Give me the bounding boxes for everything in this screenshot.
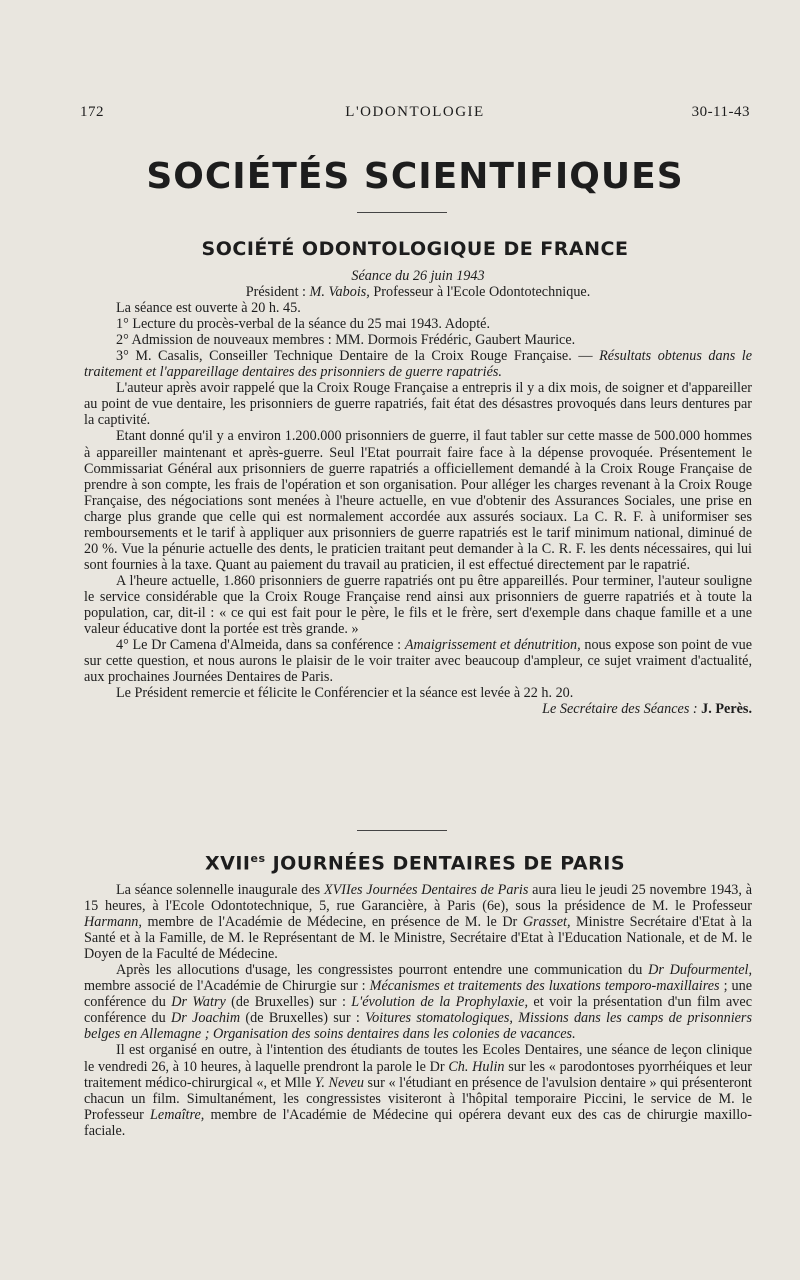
- paragraph: La séance solennelle inaugurale des XVIIes Journées Dentaires de Paris aura lieu le jeudi 25 novembre 1943, à 15 heures, à l'Ecole Odontotechnique, 5, rue Garancière, à Paris (6e), sous la présidence de M. le Professeur Harmann, membre de l'Académie de Médecine, en présence de M. le Dr Grasset, Ministre Secrétaire d'Etat à la Santé et à la Famille, de M. le Représentant de M. le Ministre, Secrétaire d'Etat à l'Education Nationale, et de M. le Doyen de la Faculté de Médecine.: [84, 882, 752, 963]
- divider: [357, 212, 447, 213]
- paragraph: Après les allocutions d'usage, les congressistes pourront entendre une communication du Dr Dufourmentel, membre associé de l'Académie de Chirurgie sur : Mécanismes et traitements des luxations temporo-maxillaires ; une conférence du Dr Watry (de Bruxelles) sur : L'évolution de la Prophylaxie, et voir la présentation d'un film avec conférence du Dr Joachim (de Bruxelles) sur : Voitures stomatologiques, Missions dans les camps de prisonniers belges en Allemagne ; Organisation des soins dentaires dans les colonies de vacances.: [84, 962, 753, 1043]
- paragraph: L'auteur après avoir rappelé que la Croix Rouge Française a entrepris il y a dix mois, de soigner et d'appareiller au point de vue dentaire, les prisonniers de guerre rapatriés, fait état des désastres provoqués dans leurs dentures par la captivité.: [84, 380, 752, 429]
- agenda-item-4: 4° Le Dr Camena d'Almeida, dans sa conférence : Amaigrissement et dénutrition, nous expose son point de vue sur cette question, et nous aurons le plaisir de le voir traiter avec beaucoup d'ampleur, ce sujet vraiment d'actualité, aux prochaines Journées Dentaires de Paris.: [84, 637, 753, 686]
- president-line: Président : M. Vabois, Professeur à l'Ecole Odontotechnique.: [245, 284, 591, 301]
- agenda-item-3: 3° M. Casalis, Conseiller Technique Dentaire de la Croix Rouge Française. — Résultats obtenus dans le traitement et l'appareillage dentaires des prisonniers de guerre rapatriés.: [84, 348, 753, 381]
- section-title-journees: $XVII^{es}$ JOURNÉES DENTAIRES DE PARIS: [204, 852, 626, 875]
- agenda-item-2: 2° Admission de nouveaux membres : MM. Dormois Frédéric, Gaubert Maurice.: [116, 332, 576, 349]
- issue-date: 30-11-43: [691, 104, 750, 120]
- paragraph: Il est organisé en outre, à l'intention des étudiants de toutes les Ecoles Dentaires, une séance de leçon clinique le vendredi 26, à 10 heures, à laquelle prendront la parole le Dr Ch. Hulin sur les « parodontoses pyorrhéiques et leur traitement médico-chirurgical «, et Mlle Y. Neveu sur « l'étudiant en présence de l'avulsion dentaire » qui présenteront chacun un film. Simultanément, les congressistes visiteront à l'hôpital temporaire Piccini, le service de M. le Professeur Lemaître, membre de l'Académie de Médecine qui opérera devant eux des cas de chirurgie maxillo-faciale.: [84, 1042, 752, 1139]
- paragraph: Etant donné qu'il y a environ 1.200.000 prisonniers de guerre, il faut tabler sur cette masse de 500.000 hommes à appareiller maintenant et après-guerre. Seul l'Etat pourrait faire face à la dépense provoquée. Présentement le Commissariat Général aux prisonniers de guerre rapatriés a officiellement demandé à la Croix Rouge Française de prendre à son compte, les frais de l'opération et son organisation. Pour alléger les charges revenant à la Croix Rouge Française, des négociations sont menées à l'heure actuelle, en vue d'obtenir des Assurances Sociales, une prise en charge plus grande que celle qui est normalement accordée aux assurés sociaux. La C. R. F. à uniformiser ses remboursements et le tarif à appliquer aux prisonniers de guerre rapatriés est le tarif minimum national, diminué de 20 %. Vue la pénurie actuelle des dents, le praticien traitant peut demander à la C. R. F. les dents nécessaires, qui lui sont fournies à la taxe. Quant au paiement du travail au praticien, il est effectué directement par le rapatrié.: [84, 428, 752, 573]
- closing-line: Le Président remercie et félicite le Conférencier et la séance est levée à 22 h. 20.: [116, 685, 574, 702]
- opening-line: La séance est ouverte à 20 h. 45.: [116, 300, 301, 317]
- section-body-societe: [84, 268, 752, 717]
- divider: [357, 830, 447, 831]
- page-number: 172: [80, 104, 104, 120]
- signature: Le Secrétaire des Séances : J. Perès.: [542, 701, 752, 718]
- page-title: SOCIÉTÉS SCIENTIFIQUES: [146, 156, 684, 197]
- section-title-societe: SOCIÉTÉ ODONTOLOGIQUE DE FRANCE: [201, 238, 629, 260]
- session-date: Séance du 26 juin 1943: [351, 268, 485, 284]
- journal-name: L'ODONTOLOGIE: [345, 104, 485, 120]
- section-body-journees: [84, 882, 752, 1139]
- paragraph: A l'heure actuelle, 1.860 prisonniers de guerre rapatriés ont pu être appareillés. Pour terminer, l'auteur souligne le service considérable que la Croix Rouge Française rend ainsi aux prisonniers de guerre rapatriés et à toute la population, car, dit-il : « ce qui est fait pour le père, le fils et le frère, sert d'exemple dans chaque famille et a une valeur éducative dont la portée est très grande. »: [84, 572, 752, 638]
- agenda-item-1: 1° Lecture du procès-verbal de la séance du 25 mai 1943. Adopté.: [116, 316, 491, 333]
